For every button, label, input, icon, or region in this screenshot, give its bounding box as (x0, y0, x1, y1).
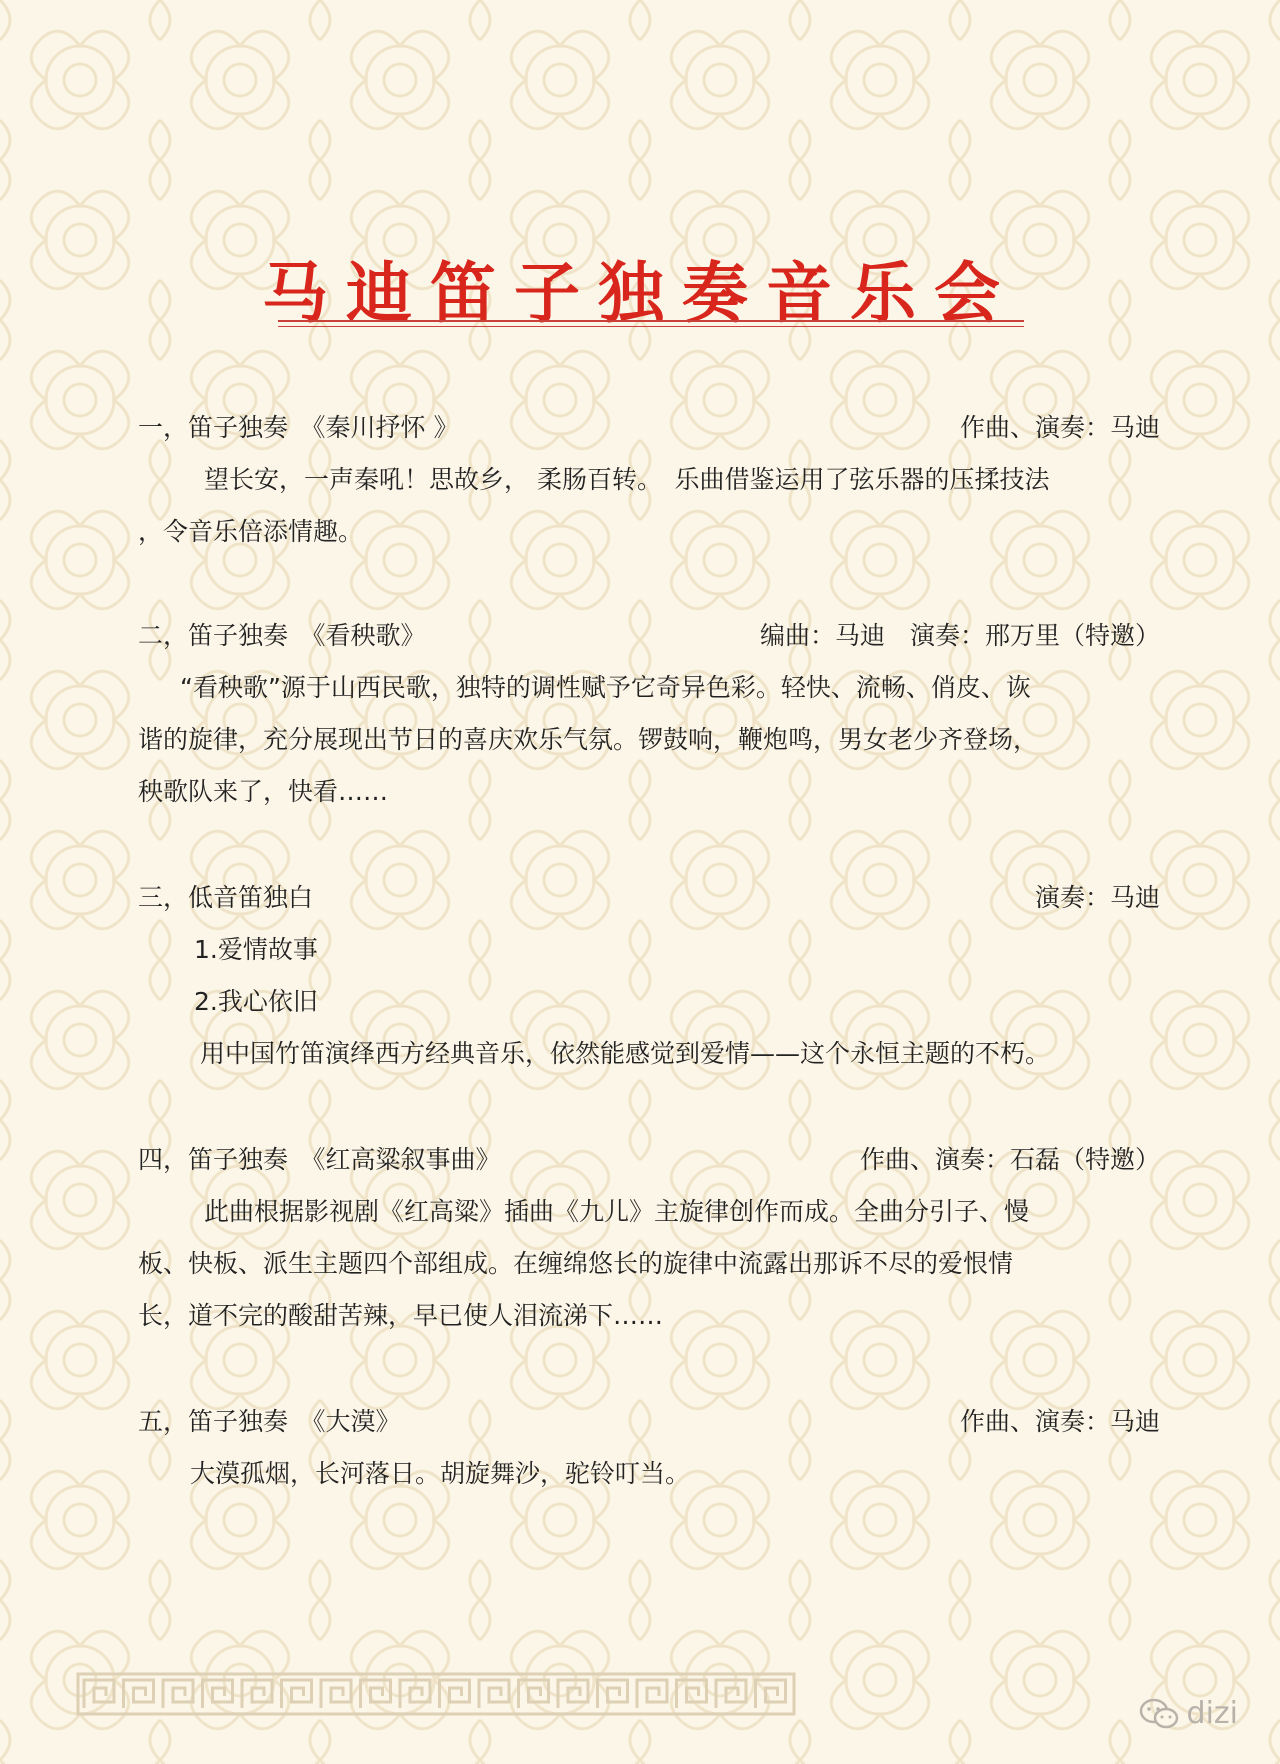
fret-key-motif (558, 1680, 588, 1708)
program-description-line: ，令音乐倍添情趣。 (138, 517, 364, 546)
fret-key-motif (242, 1680, 272, 1708)
program-item-4 (138, 1134, 1160, 1342)
program-item-5 (138, 1396, 1160, 1500)
program-title: 二，笛子独奏 《看秧歌》 (138, 621, 426, 650)
fret-key-motif (519, 1680, 549, 1708)
program-title: 五，笛子独奏 《大漠》 (138, 1407, 401, 1436)
fret-key-motif (361, 1680, 391, 1708)
program-title: 一，笛子独奏 《秦川抒怀 》 (138, 413, 459, 442)
title-underline (278, 320, 1024, 322)
fret-key-motif (282, 1680, 312, 1708)
program-credit: 编曲：马迪 演奏：邢万里（特邀） (759, 621, 1160, 650)
fret-key-motif (677, 1680, 707, 1708)
watermark (1139, 1696, 1238, 1731)
fret-key-motif (321, 1680, 351, 1708)
sub-piece: 2.我心依旧 (194, 987, 318, 1016)
program-title: 三，低音笛独白 (138, 883, 314, 912)
program-credit: 作曲、演奏：马迪 (959, 413, 1160, 442)
fret-key-motif (203, 1680, 233, 1708)
program-description-line: 板、快板、派生主题四个部组成。在缠绵悠长的旋律中流露出那诉不尽的爱恨情 (138, 1249, 1014, 1278)
fret-key-motif (124, 1680, 154, 1708)
fret-key-motif (440, 1680, 470, 1708)
fret-key-motif (637, 1680, 667, 1708)
program-item-1 (138, 402, 1160, 558)
fret-border-decoration (76, 1672, 796, 1716)
program-description-line: 大漠孤烟，长河落日。胡旋舞沙，驼铃叮当。 (190, 1459, 691, 1488)
program-credit: 作曲、演奏：马迪 (959, 1407, 1160, 1436)
program-credit: 演奏：马迪 (1034, 883, 1160, 912)
program-description-line: 用中国竹笛演绎西方经典音乐，依然能感觉到爱情——这个永恒主题的不朽。 (200, 1039, 1051, 1068)
fret-key-motif (84, 1680, 114, 1708)
wechat-icon (1139, 1697, 1179, 1731)
title-underline-thin (278, 326, 1024, 327)
fret-key-motif (756, 1680, 786, 1708)
program-item-2 (138, 610, 1160, 818)
fret-key-motif (400, 1680, 430, 1708)
fret-key-motif (479, 1680, 509, 1708)
concert-title: 马迪笛子独奏音乐会 (262, 255, 1018, 332)
program-description-line: 长，道不完的酸甜苦辣，早已使人泪流涕下…… (138, 1301, 664, 1330)
program-description-line: 此曲根据影视剧《红高粱》插曲《九儿》主旋律创作而成。全曲分引子、慢 (204, 1197, 1030, 1226)
fret-key-motif (598, 1680, 628, 1708)
program-credit: 作曲、演奏：石磊（特邀） (859, 1145, 1160, 1174)
sub-piece: 1.爱情故事 (194, 935, 318, 964)
fret-key-motif (163, 1680, 193, 1708)
fret-key-motif (716, 1680, 746, 1708)
program-description-line: 望长安，一声秦吼！思故乡， 柔肠百转。 乐曲借鉴运用了弦乐器的压揉技法 (204, 465, 1050, 494)
program-item-3 (138, 872, 1160, 1080)
program-description-line: 谐的旋律，充分展现出节日的喜庆欢乐气氛。锣鼓响，鞭炮鸣，男女老少齐登场， (138, 725, 1039, 754)
program-title: 四，笛子独奏 《红高粱叙事曲》 (138, 1145, 501, 1174)
program-description-line: 秧歌队来了，快看…… (138, 777, 389, 806)
program-description-line: “看秧歌”源于山西民歌，独特的调性赋予它奇异色彩。轻快、流畅、俏皮、诙 (180, 673, 1031, 702)
watermark-text: dizi (1186, 1696, 1238, 1731)
